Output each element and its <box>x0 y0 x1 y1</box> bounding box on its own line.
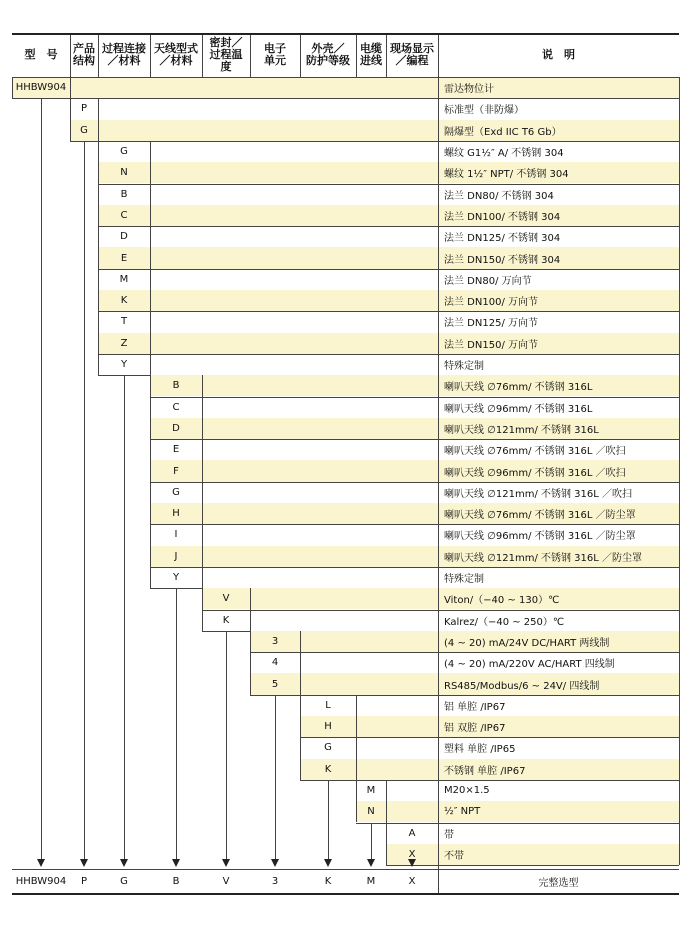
option-code: Z <box>120 337 128 349</box>
grid-vline <box>679 77 680 865</box>
option-code: G <box>80 124 88 136</box>
header-antenna: 天线型式 ／材料 <box>154 42 198 67</box>
option-description: 喇叭天线 ∅121mm/ 不锈钢 316L ／吹扫 <box>444 488 633 500</box>
option-code: F <box>173 465 179 477</box>
option-code: N <box>120 167 128 179</box>
option-code: I <box>174 529 178 541</box>
option-description: 法兰 DN150/ 不锈钢 304 <box>444 254 561 266</box>
option-code: N <box>367 806 375 818</box>
option-code: K <box>324 763 332 775</box>
down-arrow-icon <box>367 859 375 867</box>
option-description: 雷达物位计 <box>444 84 494 96</box>
row-divider <box>386 865 679 866</box>
drop-line <box>124 375 125 859</box>
option-description: 铝 双腔 /IP67 <box>444 723 506 735</box>
option-code: D <box>172 422 180 434</box>
down-arrow-icon <box>172 859 180 867</box>
option-description: ½″ NPT <box>444 806 481 818</box>
option-description: 法兰 DN100/ 万向节 <box>444 297 538 309</box>
option-description: 喇叭天线 ∅96mm/ 不锈钢 316L ／吹扫 <box>444 467 626 479</box>
option-description: 喇叭天线 ∅121mm/ 不锈钢 316L <box>444 424 599 436</box>
option-description: 螺纹 G1½″ A/ 不锈钢 304 <box>444 148 564 160</box>
drop-line <box>84 141 85 859</box>
option-description: M20×1.5 <box>444 785 490 797</box>
option-code: A <box>408 827 416 839</box>
table-top-line <box>12 33 679 35</box>
header-vline <box>98 33 99 77</box>
header-display: 现场显示 ／编程 <box>390 42 434 67</box>
header-description: 说 明 <box>542 48 575 61</box>
grid-vline <box>70 77 71 141</box>
footer-code: V <box>222 875 230 887</box>
option-code: G <box>172 486 180 498</box>
drop-line <box>41 98 42 859</box>
option-description: Viton/（−40 ~ 130）℃ <box>444 595 560 607</box>
down-arrow-icon <box>37 859 45 867</box>
option-description: 特殊定制 <box>444 361 484 373</box>
footer-description: 完整选型 <box>538 877 579 889</box>
option-description: 隔爆型（Exd IIC T6 Gb） <box>444 126 562 138</box>
option-description: 带 <box>444 829 454 841</box>
option-code: C <box>172 401 180 413</box>
option-code: H <box>172 508 180 520</box>
header-vline <box>356 33 357 77</box>
grid-vline <box>250 588 251 695</box>
option-code: C <box>120 209 128 221</box>
footer-bottom-line <box>12 893 679 895</box>
drop-line <box>226 631 227 859</box>
option-description: 喇叭天线 ∅96mm/ 不锈钢 316L ／防尘罩 <box>444 531 636 543</box>
footer-code: P <box>80 875 88 887</box>
option-description: 喇叭天线 ∅96mm/ 不锈钢 316L <box>444 403 593 415</box>
option-description: 螺纹 1½″ NPT/ 不锈钢 304 <box>444 169 569 181</box>
option-description: RS485/Modbus/6 ~ 24V/ 四线制 <box>444 680 600 692</box>
drop-line <box>275 695 276 859</box>
grid-vline <box>202 375 203 631</box>
option-code: D <box>120 231 128 243</box>
option-description: 塑料 单腔 /IP65 <box>444 744 516 756</box>
option-description: 喇叭天线 ∅76mm/ 不锈钢 316L ／防尘罩 <box>444 510 636 522</box>
option-code: X <box>408 848 416 860</box>
header-structure: 产品 结构 <box>73 42 95 67</box>
option-code: M <box>366 785 376 797</box>
option-description: 喇叭天线 ∅121mm/ 不锈钢 316L ／防尘罩 <box>444 552 643 564</box>
option-description: Kalrez/（−40 ~ 250）℃ <box>444 616 565 628</box>
footer-code: X <box>408 875 416 887</box>
option-description: 法兰 DN80/ 万向节 <box>444 275 532 287</box>
drop-line <box>176 588 177 859</box>
option-code: H <box>324 721 332 733</box>
option-code: V <box>222 593 230 605</box>
option-description: 不带 <box>444 850 464 862</box>
header-cable: 电缆 进线 <box>360 42 382 67</box>
option-code: 4 <box>271 657 279 669</box>
option-description: 铝 单腔 /IP67 <box>444 701 506 713</box>
header-electronics: 电子 单元 <box>264 42 286 67</box>
down-arrow-icon <box>222 859 230 867</box>
option-description: 法兰 DN125/ 万向节 <box>444 318 538 330</box>
option-description: 法兰 DN150/ 万向节 <box>444 339 538 351</box>
option-code: K <box>120 295 128 307</box>
option-code: B <box>120 188 128 200</box>
grid-vline <box>300 631 301 780</box>
header-vline <box>202 33 203 77</box>
footer-code: M <box>366 875 376 887</box>
header-vline <box>386 33 387 77</box>
option-code: K <box>222 614 230 626</box>
option-description: (4 ~ 20) mA/24V DC/HART 两线制 <box>444 637 610 649</box>
down-arrow-icon <box>324 859 332 867</box>
grid-vline <box>150 141 151 588</box>
footer-code: 3 <box>271 875 279 887</box>
header-vline <box>70 33 71 77</box>
header-model: 型 号 <box>24 48 58 61</box>
grid-vline <box>98 98 99 375</box>
header-seal: 密封／ 过程温 度 <box>209 36 243 73</box>
option-code: HHBW904 <box>15 82 67 94</box>
down-arrow-icon <box>120 859 128 867</box>
header-bottom-line <box>12 77 679 78</box>
option-code: M <box>119 273 129 285</box>
option-description: 喇叭天线 ∅76mm/ 不锈钢 316L <box>444 382 593 394</box>
option-description: 不锈钢 单腔 /IP67 <box>444 765 526 777</box>
option-code: L <box>325 699 331 711</box>
option-description: 法兰 DN80/ 不锈钢 304 <box>444 190 554 202</box>
header-vline <box>300 33 301 77</box>
option-code: G <box>324 742 332 754</box>
option-code: Y <box>120 359 128 371</box>
down-arrow-icon <box>271 859 279 867</box>
footer-code: B <box>172 875 180 887</box>
desc-vline <box>438 33 439 893</box>
grid-vline <box>12 77 13 98</box>
option-code: Y <box>172 572 180 584</box>
option-code: 5 <box>271 678 279 690</box>
option-code: P <box>80 103 88 115</box>
option-code: J <box>174 550 178 562</box>
option-code: T <box>120 316 128 328</box>
footer-code: G <box>120 875 128 887</box>
down-arrow-icon <box>80 859 88 867</box>
grid-vline <box>356 695 357 823</box>
option-code: E <box>120 252 128 264</box>
option-description: 标准型（非防爆） <box>444 105 524 117</box>
option-code: B <box>172 380 180 392</box>
option-description: 法兰 DN100/ 不锈钢 304 <box>444 211 561 223</box>
header-vline <box>250 33 251 77</box>
grid-vline <box>386 780 387 865</box>
option-description: 特殊定制 <box>444 574 484 586</box>
option-code: E <box>172 444 180 456</box>
option-description: 法兰 DN125/ 不锈钢 304 <box>444 233 561 245</box>
option-code: 3 <box>271 635 279 647</box>
header-housing: 外壳／ 防护等级 <box>306 42 350 67</box>
footer-code: K <box>324 875 332 887</box>
drop-line <box>328 780 329 859</box>
option-code: G <box>120 146 128 158</box>
drop-line <box>371 823 372 860</box>
header-vline <box>150 33 151 77</box>
footer-code: HHBW904 <box>15 875 67 887</box>
down-arrow-icon <box>408 859 416 867</box>
option-description: (4 ~ 20) mA/220V AC/HART 四线制 <box>444 659 615 671</box>
option-description: 喇叭天线 ∅76mm/ 不锈钢 316L ／吹扫 <box>444 446 626 458</box>
header-process: 过程连接 ／材料 <box>102 42 146 67</box>
